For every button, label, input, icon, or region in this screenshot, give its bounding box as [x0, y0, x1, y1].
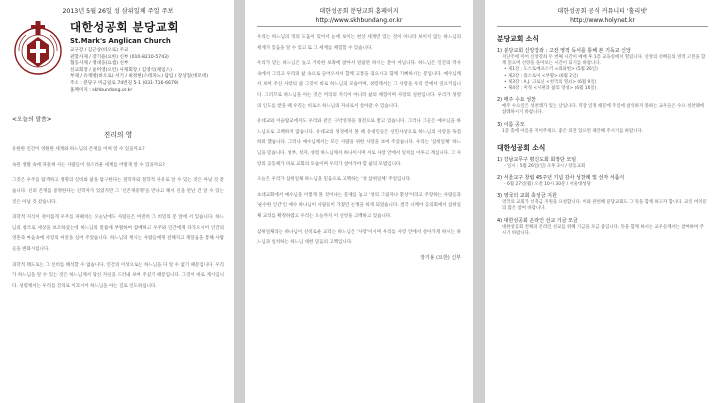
- info-address: 주소 : 분당구 미금일로 74번길 5-1 (031-716-6679): [70, 80, 179, 86]
- church-name-english: St.Mark's Anglican Church: [70, 37, 171, 45]
- sermon-paragraph: 초대교회에서 예수님을 이렇게 볼 것이냐는 문제를 놓고 '성의 그림자나 환상'이라고 주장하는 사람들과 '순수한 인간'인 예수 하나님이 사람들이 가졌던 논쟁을 하게 되었습니다. 결국 니케아 공의회에서 삼위일체 교리를 확정하였고 우리는 오늘까지 이 신앙을 고백하고 있습니다.: [257, 192, 461, 219]
- bulletin-page-3: [485, 0, 720, 403]
- header-url[interactable]: http://www.skhbundang.or.kr: [315, 17, 403, 24]
- church-seal-icon: [12, 19, 64, 77]
- news-item-text: 영국의 교회가 선축금 지원을 요청합니다. 이와 관련해 분당교회도 그 뜻을 함께 하고자 합니다. 교인 여러분의 많은 참여 바랍니다.: [502, 200, 707, 212]
- sermon-paragraph: 오늘은 우리가 삼위일체 하느님을 믿음으로 고백하는 '성 삼위일체' 주일입니다.: [257, 177, 412, 183]
- news-item-text: 대한성공회 전체의 온라인 선교를 위해 기금을 모금 중입니다. 뜻을 함께 하시는 교우들께서는 참여하여 주시기 바랍니다.: [502, 224, 704, 236]
- bulletin-page-2: [245, 0, 473, 403]
- sermon-paragraph: 속된 생활 속에 파묻혀 사는 사람들이 성스러운 세계를 어떻게 알 수 있을까요?: [12, 162, 165, 168]
- news-item-text: 지난주에 이어 신앙강좌 두 번째 시간이 예배 후 1층 교육실에서 열립니다. 신앙의 선배들의 영적 고전을 함께 읽으며 신앙을 돌아보는 시간이 되기를 바랍니다.: [502, 55, 706, 67]
- info-homepage: 홈페이지 : skhbundang.or.kr: [70, 87, 133, 93]
- news-item-title: 3) 영국의 교회 축성금 지원: [497, 193, 557, 200]
- header-url[interactable]: http://www.holynet.kr: [570, 17, 635, 24]
- sermon-paragraph: 삼위일체라는 하나님이 신비로운 교리는 하느님은 '사랑'이시며 우리를 사랑 안에서 살아가게 하시는 하느님과 일치하는 하느님 대한 믿음의 고백입니다.: [257, 229, 461, 246]
- news-item-title: 2) 서울교구 창립 45주년 기념 감사 성찬례 및 선자 서품식: [497, 175, 625, 182]
- sermon-paragraph: 우리가 믿는 하느님은 높고 거룩한 보좌에 앉아서 말씀만 하시는 분이 아닙니다. 하느님은 인간의 역사 속에서 그리고 우리의 삶 속으로 들어오셔서 함께 고통을 겪으시고 함께 기뻐하시는 분입니다. 예수님께서 보여 주신 사랑의 삶 그것이 바로 하느님의 모습이며, 성령께서는 그 사랑을 우리 안에서 일으키십니다. 그러므로 하느님을 아는 것은 머리의 지식이 아니라 삶의 체험이며 사랑의 실천입니다. 우리가 성령의 인도를 받을 때 우리는 비로소 하느님의 자녀로서 살아갈 수 있습니다.: [257, 61, 461, 109]
- news-item-title: 3) 이름 공모: [497, 121, 525, 128]
- bulletin-date: 2013년 5월 26일 성 삼위일체 주일 주보: [62, 8, 174, 15]
- news-bullet: • 제2강 : 톨스토이 <부활> (6월 2일): [504, 73, 579, 79]
- sermon-paragraph: 과학적 태도로는 그 신비를 해석할 수 없습니다. 인간의 이성으로는 하느님을 다 알 수 없기 때문입니다. 우리가 하느님을 알 수 있는 것은 하느님께서 당신 자신을 드러내 보여 주셨기 때문입니다. 그것이 바로 계시입니다. 성령께서는 우리를 진리로 이끄시어 하느님을 아는 길로 인도하십니다.: [12, 262, 224, 289]
- sermon-paragraph: 유대교와 이슬람교에서도 우리와 같은 구약성경을 경전으로 받고 있습니다. 그러나 그들은 예수님을 하느님으로 고백하지 않습니다. 유대교의 성경에서 볼 때 유대인들은 선민사상으로 하느님의 사랑을 독점하려 했습니다. 그러나 예수님께서는 모든 사람을 위한 사랑을 보여 주셨습니다. 우리는 '삼위일체' 하느님을 믿습니다. 성부, 성자, 성령 하느님께서 하나이시며 서로 사랑 안에서 일치를 이루고 계십니다. 그 사랑의 공동체가 바로 교회의 모습이며 우리가 살아가야 할 삶의 모범입니다.: [257, 119, 461, 167]
- news-item-title: 1) 분당교회 신앙강좌 : 고전 영적 독서를 통해 본 기독교 신앙: [497, 48, 631, 54]
- masthead: [12, 19, 224, 94]
- church-info: [70, 19, 224, 94]
- header-title: 대한성공회 공식 커뮤니티 '홀리넷': [557, 8, 648, 15]
- header-divider: [497, 26, 708, 27]
- news-bullet: • 제4강 : 미정 <시편과 삶의 영성> (6월 16일): [504, 86, 597, 92]
- sermon-title: 진리의 영: [103, 131, 133, 140]
- page-header: [257, 6, 461, 24]
- section-title-denomination-news: 대한성공회 소식: [497, 143, 546, 152]
- sermon-paragraph: 과학적 지식이 경이롭게 우주를 파헤치는 오늘날에도 사람들은 여전히 그 비밀의 문 앞에 서 있습니다. 하느님의 창조로 세상을 보조하셨는데 하느님의 말씀에 부활하여 참배하고 우주와 인간에게 다가오시어 인간의 영혼과 마음속에 사랑의 씨앗을 심어 주었습니다. 하느님의 계시는 사람들에게 전해지고 깨달음을 통해 사람들을 변화시킵니다.: [12, 215, 224, 252]
- section-label: <오늘의 말씀>: [12, 117, 52, 124]
- news-bullet: - 일시 : 5월 26일(일) 오후 3시 / 강동교회: [504, 163, 586, 169]
- sermon-paragraph: 그것은 우주를 탐색하고 생명의 신비와 삶을 탐구한다는 철학자와 철학적 사유로 알 수 있는 것은 아닐 것 같습니다. 신의 존재를 증명한다는 신학자가 있었지만 그 '신존재증명'을 만나고 해서 신을 만난 건 알 수 있는 것은 아닐 것 같습니다.: [12, 178, 224, 205]
- bulletin-page-1: [0, 0, 234, 403]
- page-header: [497, 6, 708, 24]
- sermon-signature: 장기용 (요한) 신부: [420, 254, 461, 261]
- church-name: 대한성공회 분당교회: [70, 20, 179, 34]
- info-bishop: 교구장 / 김근상(바오로) 주교: [70, 48, 129, 53]
- news-item-title: 4) 대한성공회 온라인 선교 기금 모금: [497, 217, 578, 224]
- news-bullet: • 제1강 : 도스토예프스키 <죄와벌> (5월 26일): [504, 67, 598, 73]
- sermon-paragraph: 유한한 인간이 영원한 세계와 하느님의 존재를 어찌 알 수 있을까요?: [12, 147, 145, 153]
- section-title-church-news: 분당교회 소식: [497, 35, 539, 43]
- info-priest: 관할사제 / 장기용(요한) 신부 (010-8210-5743): [70, 54, 169, 60]
- news-item-text: 1층 홀에 이름을 지어주세요. 좋은 의견 있으면 제안해 주시기를 바랍니다.: [502, 128, 644, 134]
- sermon-paragraph: 우리는 하느님의 영의 도움이 있어서 눈에 보이는 현상 세계만 있는 것이 아니라 보이지 않는 하느님의 세계가 있음을 알 수 있고 또 그 세계를 체험할 수 있습니다.: [257, 35, 461, 51]
- info-assistant-priest: 협동사제 / 정대웅(요셉) 신부: [70, 61, 129, 67]
- header-title: 대한성공회 분당교회 홈페이지: [319, 8, 399, 15]
- info-deacon: 부제 / 유재방(바오로) 서기 / 최정현(스테파노) 담임 / 장상칠(데모데): [70, 74, 209, 80]
- news-item-text: 매주 수요일은 성찬례가 있는 날입니다. 직장 일정 때문에 주일에 참석하지 못하는 교우들은 수요 성찬례에 참례하시기 바랍니다.: [502, 104, 704, 116]
- news-bullet: • 제3강 : A.J. 크로닌 <천국의 열쇠> (6월 9일): [504, 79, 597, 85]
- news-item-title: 2) 매주 수요 성찬: [497, 97, 536, 104]
- header-divider: [257, 26, 461, 27]
- news-bullet: - 6월 27일(월) 오전 10시 30분 / 서울대성당: [504, 182, 591, 188]
- info-council: 선교회장 / 윤미영(오린) 사제회장 / 김영식(제임스): [70, 67, 172, 73]
- news-item-title: 1) 강남교무구 평신도회 회장단 모임: [497, 156, 577, 163]
